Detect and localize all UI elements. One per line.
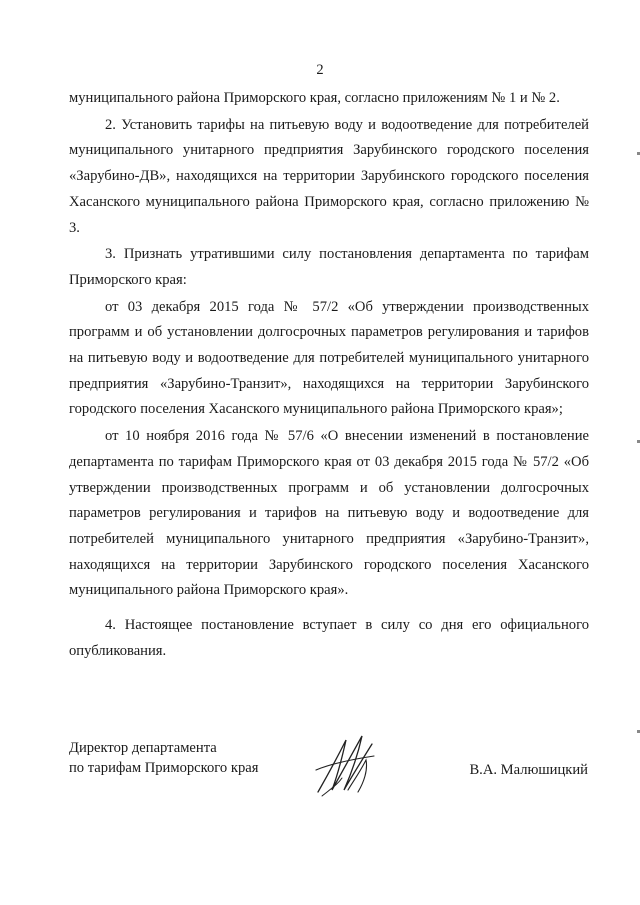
paragraph-repealed-2: от 10 ноября 2016 года № 57/6 «О внесении изменений в постановление департамента по тарифам Приморского края от 03 декабря 2015 года № 57/2 «Об утверждении производственных программ и об установлении долгосрочных параметров регулирования и тарифов на питьевую воду и водоотведение для потребителей муниципального унитарного предприятия «Зарубино-Транзит», находящихся на территории Зарубинского городского поселения Хасанского муниципального района Приморского края». [69, 428, 589, 599]
body-text [69, 86, 589, 664]
paragraph-item-4: 4. Настоящее постановление вступает в силу со дня его официального опубликования. [69, 617, 589, 659]
paragraph-item-2: 2. Установить тарифы на питьевую воду и водоотведение для потребителей муниципального унитарного предприятия Зарубинского городского поселения «Зарубино-ДВ», находящихся на территории Зарубинского городского поселения Хасанского муниципального района Приморского края, согласно приложению № 3. [69, 116, 589, 236]
signatory-title-line-1: Директор департамента [69, 740, 217, 756]
handwritten-signature [312, 730, 378, 802]
paragraph-item-3: 3. Признать утратившими силу постановления департамента по тарифам Приморского края: [69, 246, 589, 288]
paragraph-continuation: муниципального района Приморского края, согласно приложениям № 1 и № 2. [69, 90, 560, 106]
signatory-name: В.А. Малюшицкий [469, 762, 588, 778]
signatory-title-line-2: по тарифам Приморского края [69, 760, 259, 776]
signatory-title [69, 738, 258, 778]
paragraph-repealed-1: от 03 декабря 2015 года № 57/2 «Об утверждении производственных программ и об установлении долгосрочных параметров регулирования и тарифов на питьевую воду и водоотведение для потребителей муниципального унитарного предприятия «Зарубино-Транзит», находящихся на территории Зарубинского городского поселения Хасанского муниципального района Приморского края»; [69, 298, 589, 418]
page-number: 2 [316, 62, 324, 78]
